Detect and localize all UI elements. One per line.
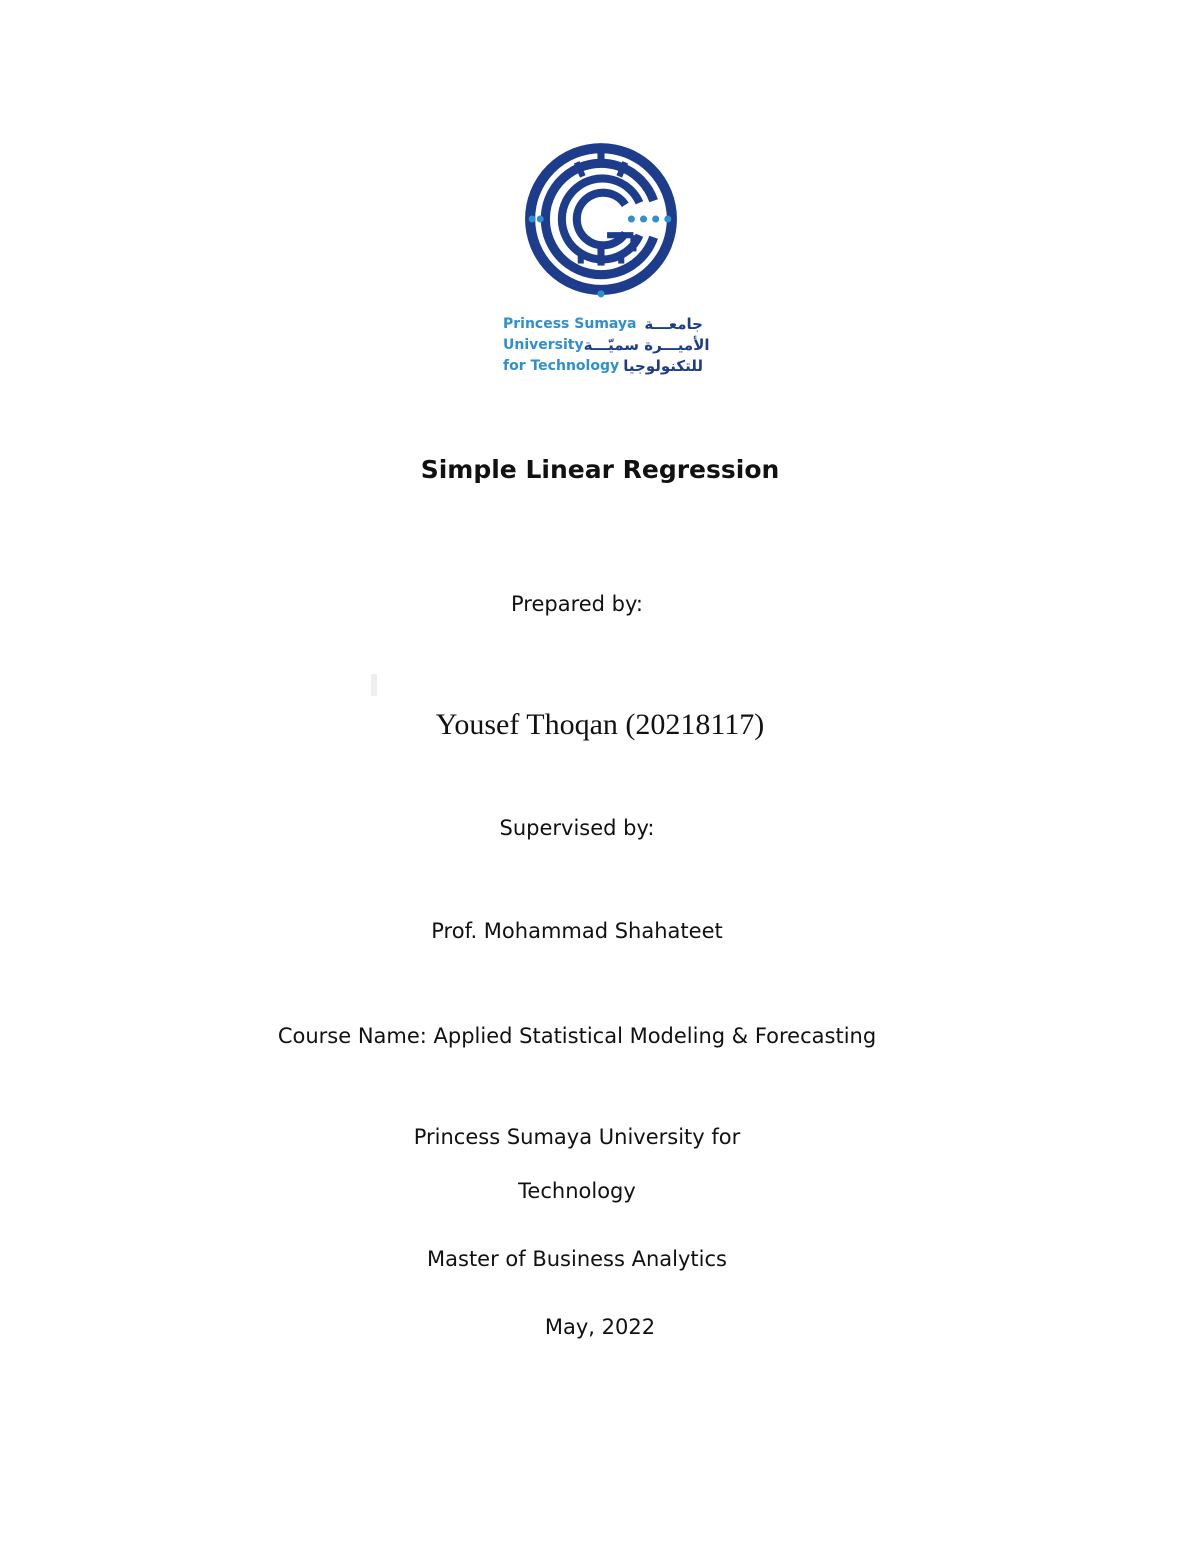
logo-text-en: Princess Sumaya xyxy=(503,316,637,332)
document-title: Simple Linear Regression xyxy=(420,455,780,484)
logo-text-ar: جامعـــة xyxy=(644,315,703,333)
university-seal-icon xyxy=(520,138,682,300)
logo-text-row xyxy=(503,314,703,335)
university-logo-wordmark xyxy=(503,314,710,377)
program-name: Master of Business Analytics xyxy=(427,1247,727,1271)
supervisor-name: Prof. Mohammad Shahateet xyxy=(431,919,723,943)
author-name: Yousef Thoqan (20218117) xyxy=(435,708,765,741)
logo-text-ar: الأميـــرة سميّـــة xyxy=(583,336,710,354)
cursor-marker xyxy=(371,674,377,696)
university-name-line1: Princess Sumaya University for xyxy=(413,1125,741,1149)
logo-text-row xyxy=(503,356,703,377)
prepared-by-label: Prepared by: xyxy=(511,592,643,616)
supervised-by-label: Supervised by: xyxy=(499,816,655,840)
course-name: Course Name: Applied Statistical Modeling & Forecasting xyxy=(277,1024,877,1048)
logo-text-ar: للتكنولوجيا xyxy=(623,357,703,375)
logo-text-en: University xyxy=(503,337,584,353)
document-date: May, 2022 xyxy=(544,1315,656,1339)
logo-text-row xyxy=(503,335,710,356)
university-name-line2: Technology xyxy=(518,1179,636,1203)
logo-text-en: for Technology xyxy=(503,358,620,374)
